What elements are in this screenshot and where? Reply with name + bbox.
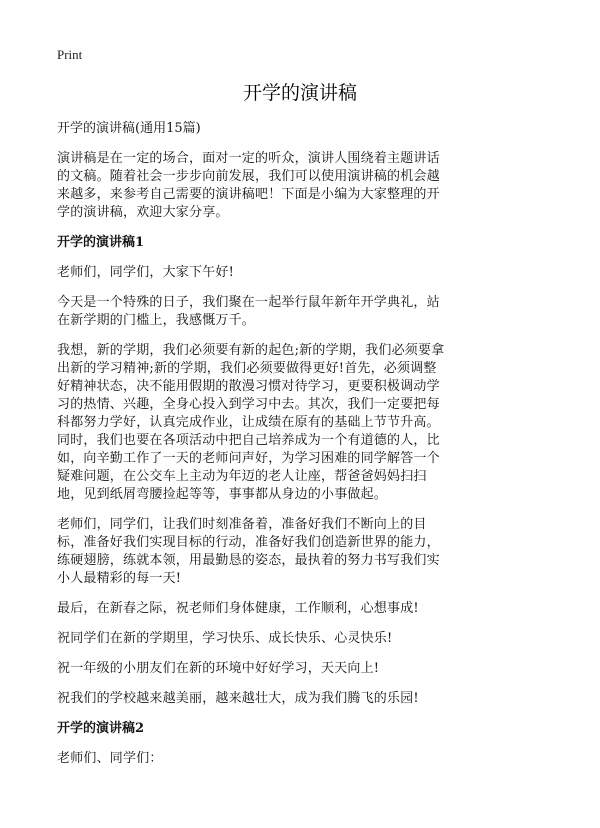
section-paragraph: 老师们，同学们，大家下午好! xyxy=(57,265,235,280)
intro-paragraph: 演讲稿是在一定的场合，面对一定的听众，演讲人围绕着主题讲话的文稿。随着社会一步步向前发展，我们可以使用演讲稿的机会越来越多，来参考自己需要的演讲稿吧！下面是小编为大家整理的开学的演讲稿，欢迎大家分享。 xyxy=(57,151,440,220)
section-paragraph: 最后，在新春之际，祝老师们身体健康，工作顺利，心想事成! xyxy=(57,601,419,616)
section-paragraph: 我想，新的学期，我们必须要有新的起色;新的学期，我们必须要拿出新的学习精神;新的学期，我们必须要做得更好!首先，必须调整好精神状态，决不能用假期的散漫习惯对待学习，更要积极调动学习的热情、兴趣，全身心投入到学习中去。其次，我们一定要把每科都努力学好，认真完成作业，让成绩在原有的基础上节节升高。同时，我们也要在各项活动中把自己培养成为一个有道德的人，比如，向辛勤工作了一天的老师问声好，为学习困难的同学解答一个疑难问题，在公交车上主动为年迈的老人让座，帮爸爸妈妈扫扫地，见到纸屑弯腰捡起等等，事事都从身边的小事做起。 xyxy=(57,343,445,502)
section-paragraph: 祝一年级的小朋友们在新的环境中好好学习，天天向上! xyxy=(57,661,380,676)
document-body xyxy=(57,120,445,780)
section-heading: 开学的演讲稿2 xyxy=(57,721,145,736)
section-paragraph: 老师们、同学们： xyxy=(57,751,163,766)
section-paragraph: 祝我们的学校越来越美丽，越来越壮大，成为我们腾飞的乐园! xyxy=(57,691,419,706)
section-paragraph: 祝同学们在新的学期里，学习快乐、成长快乐、心灵快乐! xyxy=(57,631,393,646)
section-heading: 开学的演讲稿1 xyxy=(57,235,145,250)
print-link[interactable]: Print xyxy=(57,47,83,62)
page-title: 开学的演讲稿 xyxy=(242,82,357,104)
section-paragraph: 老师们，同学们，让我们时刻准备着，准备好我们不断向上的目标，准备好我们实现目标的行动，准备好我们创造新世界的能力，练硬翅膀，练就本领，用最勤恳的姿态，最执着的努力书写我们实小人最精彩的每一天! xyxy=(57,517,440,586)
section-paragraph: 今天是一个特殊的日子，我们聚在一起举行鼠年新年开学典礼，站在新学期的门槛上，我感慨万千。 xyxy=(57,295,440,328)
document-subtitle: 开学的演讲稿(通用15篇) xyxy=(57,121,201,136)
